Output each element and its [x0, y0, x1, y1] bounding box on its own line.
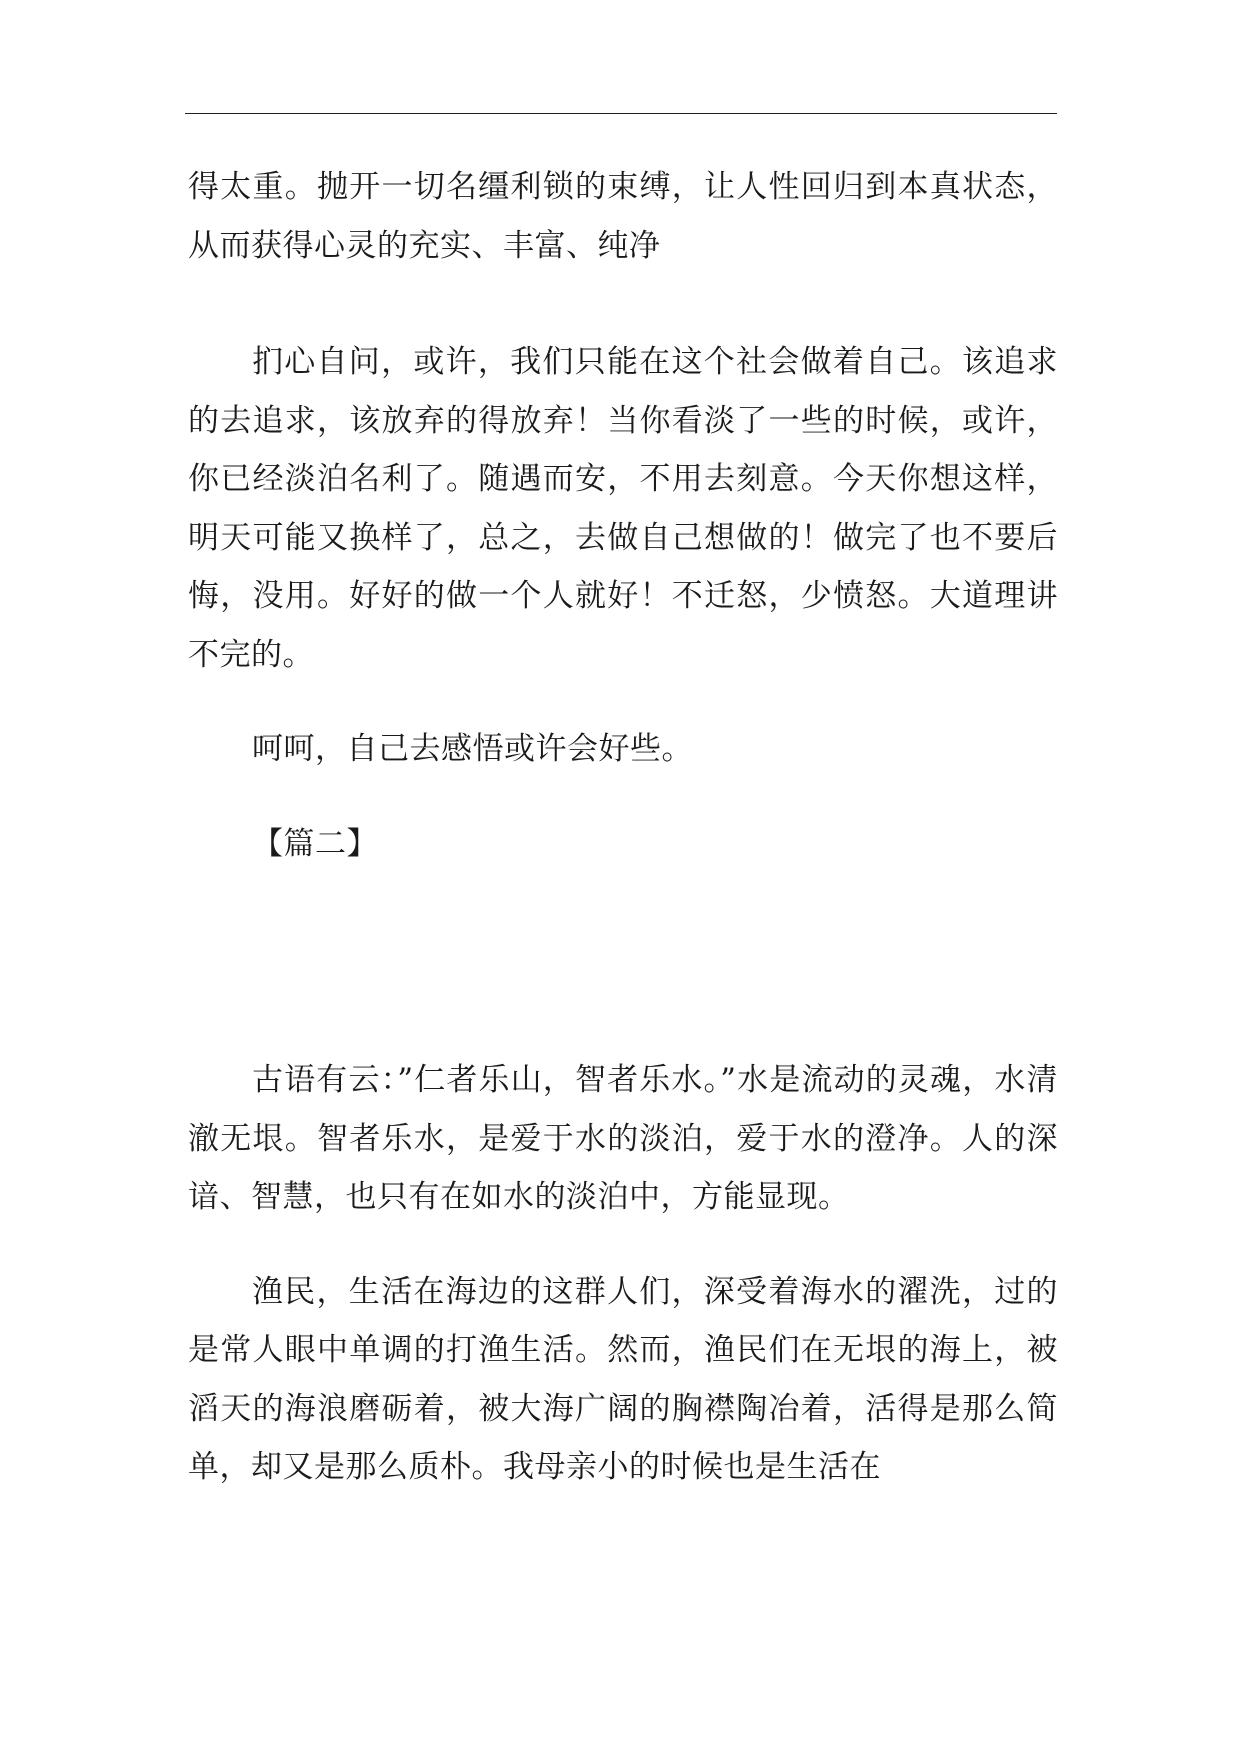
- paragraph-continuation: 得太重。抛开一切名缰利锁的束缚，让人性回归到本真状态，从而获得心灵的充实、丰富、纯净: [188, 169, 1058, 264]
- document-body: [188, 158, 1058, 1497]
- paragraph-water-wisdom: 古语有云：”仁者乐山，智者乐水。”水是流动的灵魂，水清澈无垠。智者乐水，是爱于水的淡泊，爱于水的澄净。人的深谙、智慧，也只有在如水的淡泊中，方能显现。: [188, 1062, 1058, 1215]
- paragraph-reflection: 扪心自问，或许，我们只能在这个社会做着自己。该追求的去追求，该放弃的得放弃！当你看淡了一些的时候，或许，你已经淡泊名利了。随遇而安，不用去刻意。今天你想这样，明天可能又换样了，总之，去做自己想做的！做完了也不要后悔，没用。好好的做一个人就好！不迁怒，少愤怒。大道理讲不完的。: [188, 344, 1058, 673]
- paragraph-closing-remark: 呵呵，自己去感悟或许会好些。: [252, 731, 693, 767]
- paragraph-fishermen: 渔民，生活在海边的这群人们，深受着海水的濯洗，过的是常人眼中单调的打渔生活。然而，渔民们在无垠的海上，被滔天的海浪磨砺着，被大海广阔的胸襟陶冶着，活得是那么简单，却又是那么质朴。我母亲小的时候也是生活在: [188, 1273, 1058, 1485]
- section-heading: 【篇二】: [252, 825, 378, 862]
- header-rule: [185, 113, 1057, 114]
